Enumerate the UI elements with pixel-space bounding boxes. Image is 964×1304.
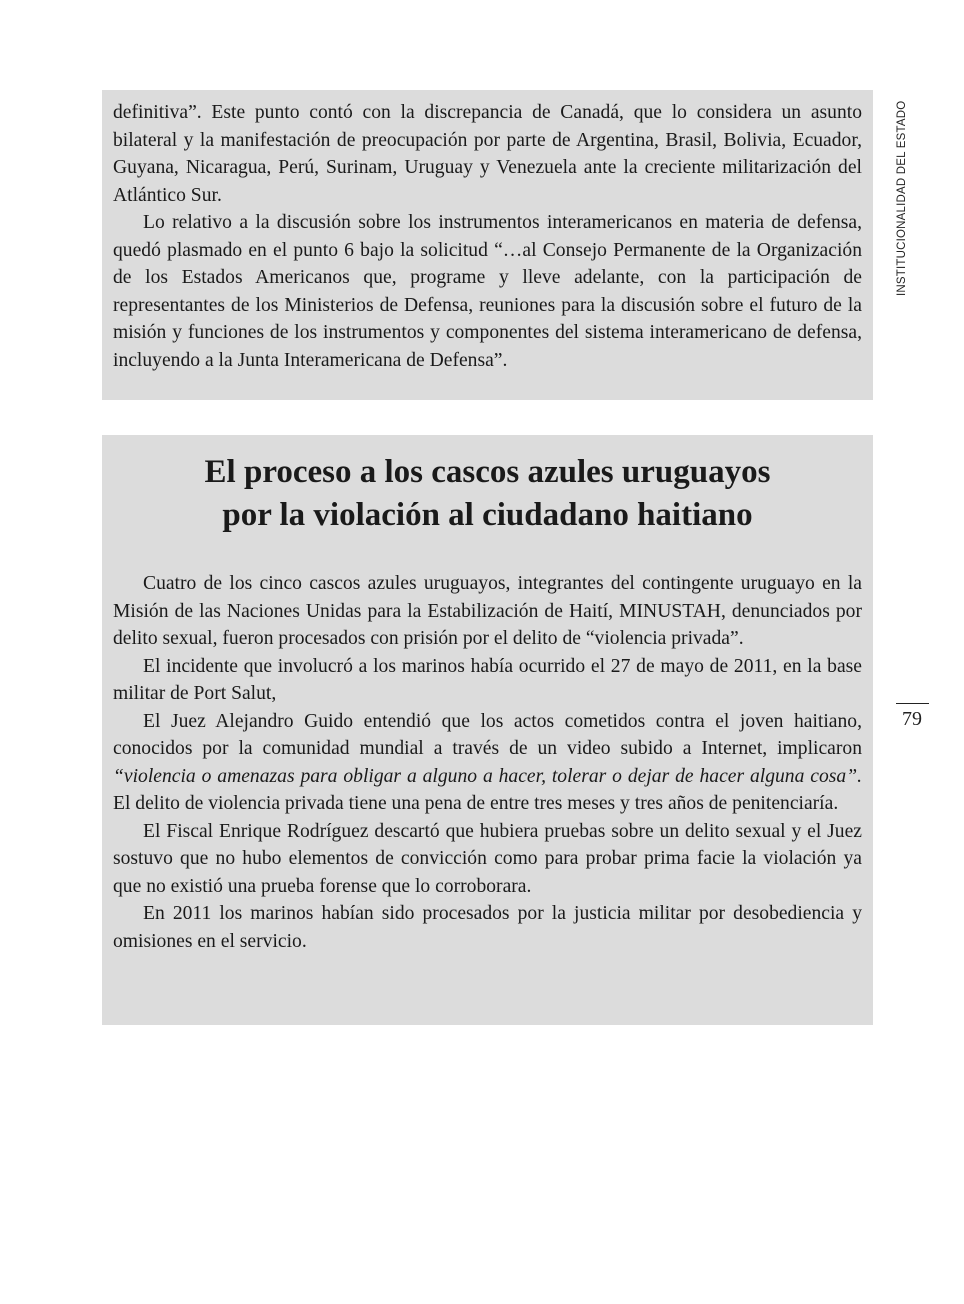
page-number-rule	[896, 703, 929, 704]
paragraph-text: El Juez Alejandro Guido entendió que los actos cometidos contra el joven haitiano, conocidos por la comunidad mundial a través de un video subido a Internet, implicaron	[113, 710, 862, 759]
paragraph	[113, 708, 862, 818]
paragraph-text: El delito de violencia privada tiene una pena de entre tres meses y tres años de penitenciaría.	[113, 793, 839, 814]
page-number: 79	[902, 708, 922, 730]
paragraph: El incidente que involucró a los marinos había ocurrido el 27 de mayo de 2011, en la base militar de Port Salut,	[113, 655, 862, 704]
paragraph: Cuatro de los cinco cascos azules uruguayos, integrantes del contingente uruguayo en la Misión de las Naciones Unidas para la Estabilización de Haití, MINUSTAH, denunciados por delito sexual, fueron procesados con prisión por el delito de “violencia privada”.	[113, 573, 862, 649]
paragraph: El Fiscal Enrique Rodríguez descartó que hubiera pruebas sobre un delito sexual y el Juez sostuvo que no hubo elementos de convicción como para probar prima facie la violación ya que no existió una prueba forense que lo corroborara.	[113, 820, 862, 897]
article-title-line: El proceso a los cascos azules uruguayos	[204, 454, 771, 490]
paragraph: definitiva”. Este punto contó con la discrepancia de Canadá, que lo considera un asunto bilateral y la manifestación de preocupación por parte de Argentina, Brasil, Bolivia, Ecuador, Guyana, Nicaragua, Perú, Surinam, Uruguay y Venezuela ante la creciente militarización del Atlántico Sur.	[113, 102, 862, 206]
paragraph: En 2011 los marinos habían sido procesados por la justicia militar por desobediencia y omisiones en el servicio.	[113, 903, 862, 952]
italic-quote: “violencia o amenazas para obligar a alguno a hacer, tolerar o dejar de hacer alguna cosa”.	[113, 765, 862, 787]
section-running-header: INSTITUCIONALIDAD DEL ESTADO	[896, 100, 908, 296]
article-box	[102, 435, 873, 1025]
continued-text-box	[102, 90, 873, 400]
article-title-line: por la violación al ciudadano haitiano	[222, 497, 753, 533]
article-title	[113, 451, 862, 537]
paragraph: Lo relativo a la discusión sobre los instrumentos interamericanos en materia de defensa, quedó plasmado en el punto 6 bajo la solicitud “…al Consejo Permanente de la Organización de los Estados Americanos que, programe y lleve adelante, con la participación de representantes de los Ministerios de Defensa, reuniones para la discusión sobre el futuro de la misión y funciones de los instrumentos y componentes del sistema interamericano de defensa, incluyendo a la Junta Interamericana de Defensa”.	[113, 212, 862, 371]
